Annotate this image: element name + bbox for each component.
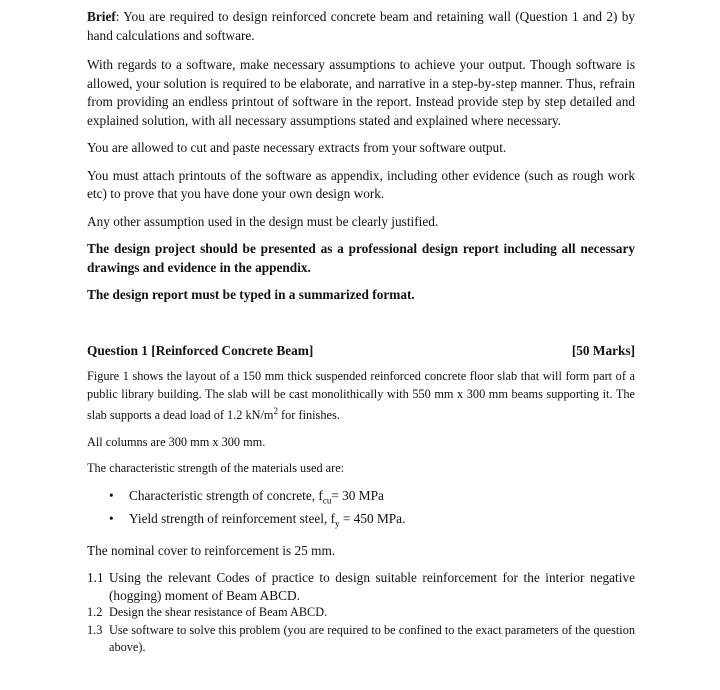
concrete-strength-value: = 30 MPa xyxy=(331,487,384,503)
question1-intro-sup: 2 xyxy=(273,406,278,416)
question1-title: Question 1 [Reinforced Concrete Beam] xyxy=(87,342,314,358)
concrete-strength-item xyxy=(87,487,635,510)
task-number: 1.3 xyxy=(87,622,103,637)
cover-paragraph: The nominal cover to reinforcement is 25 mm. xyxy=(87,542,336,558)
summarized-format-paragraph: The design report must be typed in a summarized format. xyxy=(87,287,415,302)
concrete-strength-sub: cu xyxy=(322,495,332,506)
bullet-icon: • xyxy=(109,487,114,503)
brief-paragraph xyxy=(87,8,635,45)
task-item xyxy=(87,604,635,622)
attach-paragraph: You must attach printouts of the software as appendix, including other evidence (such as rough work etc) to prove that you have done your own design work. xyxy=(87,167,635,201)
task-number: 1.2 xyxy=(87,605,103,620)
question1-intro xyxy=(87,368,635,425)
task-item xyxy=(87,569,635,604)
brief-text: : You are required to design reinforced concrete beam and retaining wall (Question 1 and 2) by hand calculations and software. xyxy=(87,9,635,43)
question1-intro-end: for finishes. xyxy=(277,408,340,423)
steel-strength-text: Yield strength of reinforcement steel, f xyxy=(129,510,336,526)
materials-lead: The characteristic strength of the materials used are: xyxy=(87,461,345,476)
columns-paragraph: All columns are 300 mm x 300 mm. xyxy=(87,434,266,449)
materials-list xyxy=(87,487,635,533)
assumption-paragraph: Any other assumption used in the design must be clearly justified. xyxy=(87,213,439,229)
task-text: Using the relevant Codes of practice to design suitable reinforcement for the interior negative (hogging) moment of Beam ABCD. xyxy=(109,570,635,603)
bullet-icon: • xyxy=(109,510,114,526)
steel-strength-value: = 450 MPa. xyxy=(339,510,406,526)
document-page xyxy=(87,8,635,657)
task-text: Use software to solve this problem (you are required to be confined to the exact parameters of the question above). xyxy=(109,622,635,655)
question1-intro-text: Figure 1 shows the layout of a 150 mm thick suspended reinforced concrete floor slab that will form part of a public library building. The slab will be cast monolithically with 550 mm x 300 mm beams supporting it. The slab supports a dead load of 1.2 kN/m xyxy=(87,369,635,423)
question1-heading xyxy=(87,342,635,361)
task-text: Design the shear resistance of Beam ABCD. xyxy=(109,605,328,620)
steel-strength-sub: y xyxy=(335,518,340,529)
concrete-strength-text: Characteristic strength of concrete, f xyxy=(129,487,323,503)
cut-paste-paragraph: You are allowed to cut and paste necessary extracts from your software output. xyxy=(87,140,507,155)
task-item xyxy=(87,622,635,657)
software-paragraph: With regards to a software, make necessary assumptions to achieve your output. Though software is allowed, your solution is required to be elaborate, and narrative in a step-by-step manner. Thus, refrain from providing an endless printout of software in the report. Instead provide step by step detailed and explained solution, with all necessary assumptions stated and explained where necessary. xyxy=(87,57,635,128)
task-list xyxy=(87,569,635,657)
question1-marks: [50 Marks] xyxy=(571,342,635,358)
brief-label: Brief xyxy=(87,9,116,24)
professional-report-paragraph: The design project should be presented as a professional design report including all necessary drawings and evidence in the appendix. xyxy=(87,241,635,275)
steel-strength-item xyxy=(87,510,635,533)
task-number: 1.1 xyxy=(87,570,104,586)
